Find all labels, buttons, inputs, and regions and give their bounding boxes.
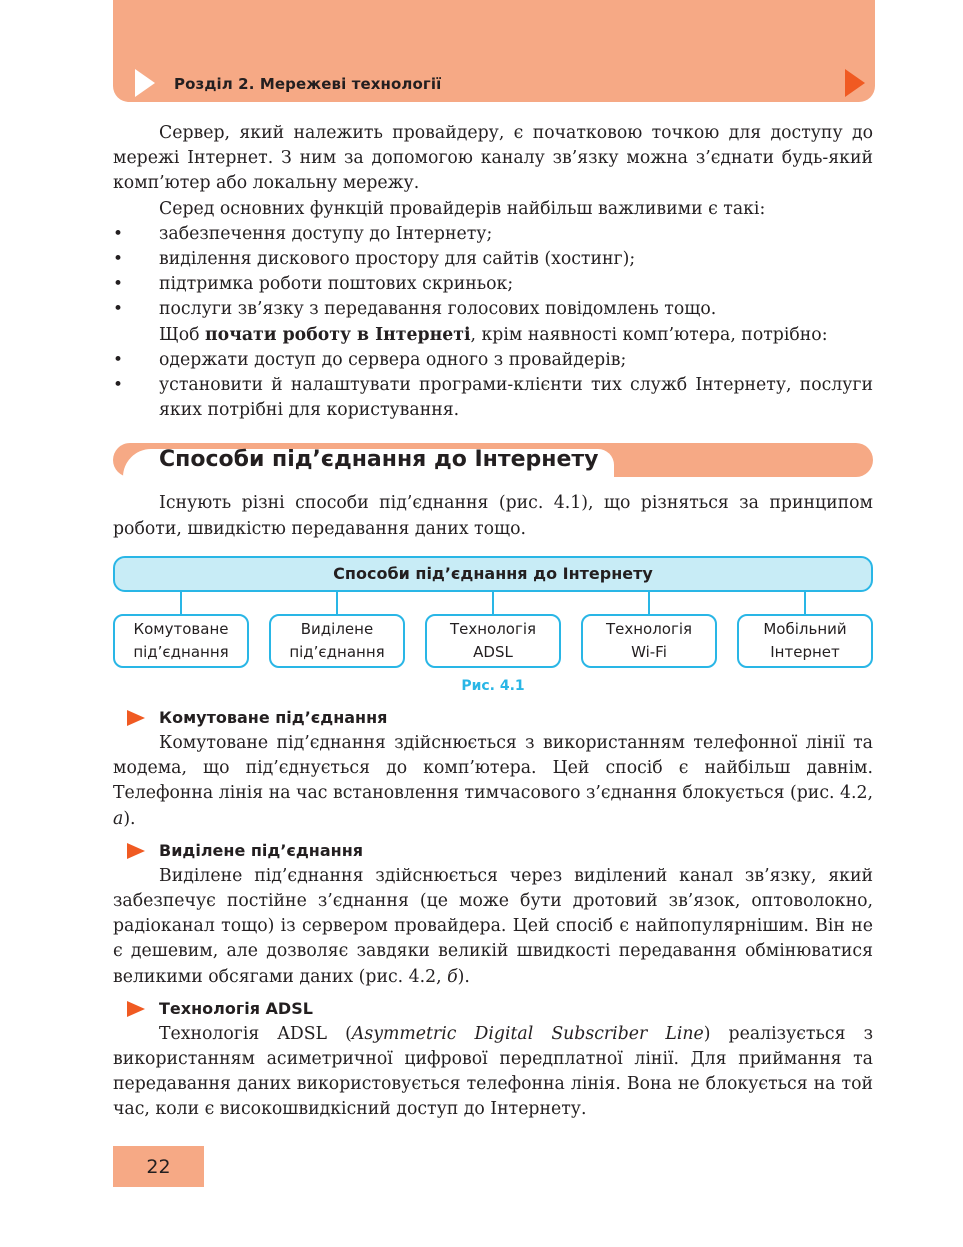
key-phrase: почати роботу в Інтернеті <box>205 324 471 345</box>
diagram-node-adsl: Технологія ADSL <box>425 614 561 668</box>
diagram-root-box: Способи під’єднання до Інтернету <box>113 556 873 592</box>
dialup-paragraph: Комутоване під’єднання здійснюється з використанням телефонної лінії та модема, що під’єднується до комп’ютера. Цей спосіб є найбільш давнім. Телефонна лінія на час встановлення тимчасового з’єднання блокується (рис. 4.2, а). <box>113 733 873 829</box>
chapter-header <box>113 0 875 102</box>
list-item: • одержати доступ до сервера одного з провайдерів; <box>113 348 873 373</box>
diagram-node-wifi: Технологія Wi-Fi <box>581 614 717 668</box>
play-arrow-icon <box>127 710 145 726</box>
diagram-node-mobile: Мобільний Інтернет <box>737 614 873 668</box>
bullet-icon: • <box>113 299 124 320</box>
list-item: • послуги зв’язку з передавання голосових повідомлень тощо. <box>113 297 873 322</box>
list-item: • забезпечення доступу до Інтернету; <box>113 222 873 247</box>
play-arrow-icon <box>127 843 145 859</box>
diagram-connector <box>336 590 338 614</box>
adsl-paragraph: Технологія ADSL (Asymmetric Digital Subscriber Line) реалізується з використанням асиметричної цифрової передплатної лінії. Для приймання та передавання даних використовується телефонна лінія. Вона не блокується на той час, коли є високошвидкісний доступ до Інтернету. <box>113 1023 873 1120</box>
section-heading-band <box>113 443 873 477</box>
intro-paragraph-3: Щоб почати роботу в Інтернеті, крім наявності комп’ютера, потрібно: <box>159 324 828 345</box>
list-item: • виділення дискового простору для сайтів (хостинг); <box>113 247 873 272</box>
diagram-connector <box>180 590 182 614</box>
bullet-icon: • <box>113 274 124 295</box>
intro-paragraph-1: Сервер, який належить провайдеру, є початковою точкою для доступу до мережі Інтернет. З ним за допомогою каналу зв’язку можна з’єднати будь-який комп’ютер або локальну мережу. <box>113 123 873 194</box>
header-left-arrow-icon <box>135 69 155 97</box>
section-intro-paragraph: Існують різні способи під’єднання (рис. 4.1), що різняться за принципом роботи, швидкістю передавання даних тощо. <box>113 493 873 539</box>
list-item: • підтримка роботи поштових скриньок; <box>113 272 873 297</box>
subheading-leased: Виділене під’єднання <box>113 838 873 864</box>
chapter-title: Розділ 2. Мережеві технології <box>174 75 442 93</box>
diagram-connector <box>648 590 650 614</box>
page-number: 22 <box>113 1146 204 1187</box>
diagram-connector <box>492 590 494 614</box>
bullet-icon: • <box>113 249 124 270</box>
play-arrow-icon <box>127 1001 145 1017</box>
intro-paragraph-2: Серед основних функцій провайдерів найбільш важливими є такі: <box>159 198 766 219</box>
page-content <box>113 121 873 1123</box>
bullet-icon: • <box>113 349 124 370</box>
figure-caption: Рис. 4.1 <box>461 677 525 694</box>
leased-paragraph: Виділене під’єднання здійснюється через виділений канал зв’язку, який забезпечує постійне з’єднання (це може бути дротовий зв’язок, оптоволокно, радіоканал тощо) із сервером провайдера. Цей спосіб є найпопулярнішим. Він не є дешевим, але дозволяє завдяки великій швидкості передавання обмінюватися великими обсягами даних (рис. 4.2, б). <box>113 865 873 987</box>
list-item: • установити й налаштувати програми-клієнти тих служб Інтернету, послуги яких потрібні для користування. <box>113 375 873 421</box>
provider-functions-list <box>113 222 873 323</box>
bullet-icon: • <box>113 223 124 244</box>
diagram-connector <box>804 590 806 614</box>
diagram-node-dialup: Комутоване під’єднання <box>113 614 249 668</box>
header-right-arrow-icon <box>845 69 865 97</box>
subheading-dialup: Комутоване під’єднання <box>113 705 873 731</box>
getting-started-list <box>113 348 873 424</box>
bullet-icon: • <box>113 375 124 396</box>
connection-methods-diagram <box>113 556 873 670</box>
subheading-adsl: Технологія ADSL <box>113 996 873 1022</box>
diagram-node-leased: Виділене під’єднання <box>269 614 405 668</box>
section-title: Способи під’єднання до Інтернету <box>159 447 599 473</box>
